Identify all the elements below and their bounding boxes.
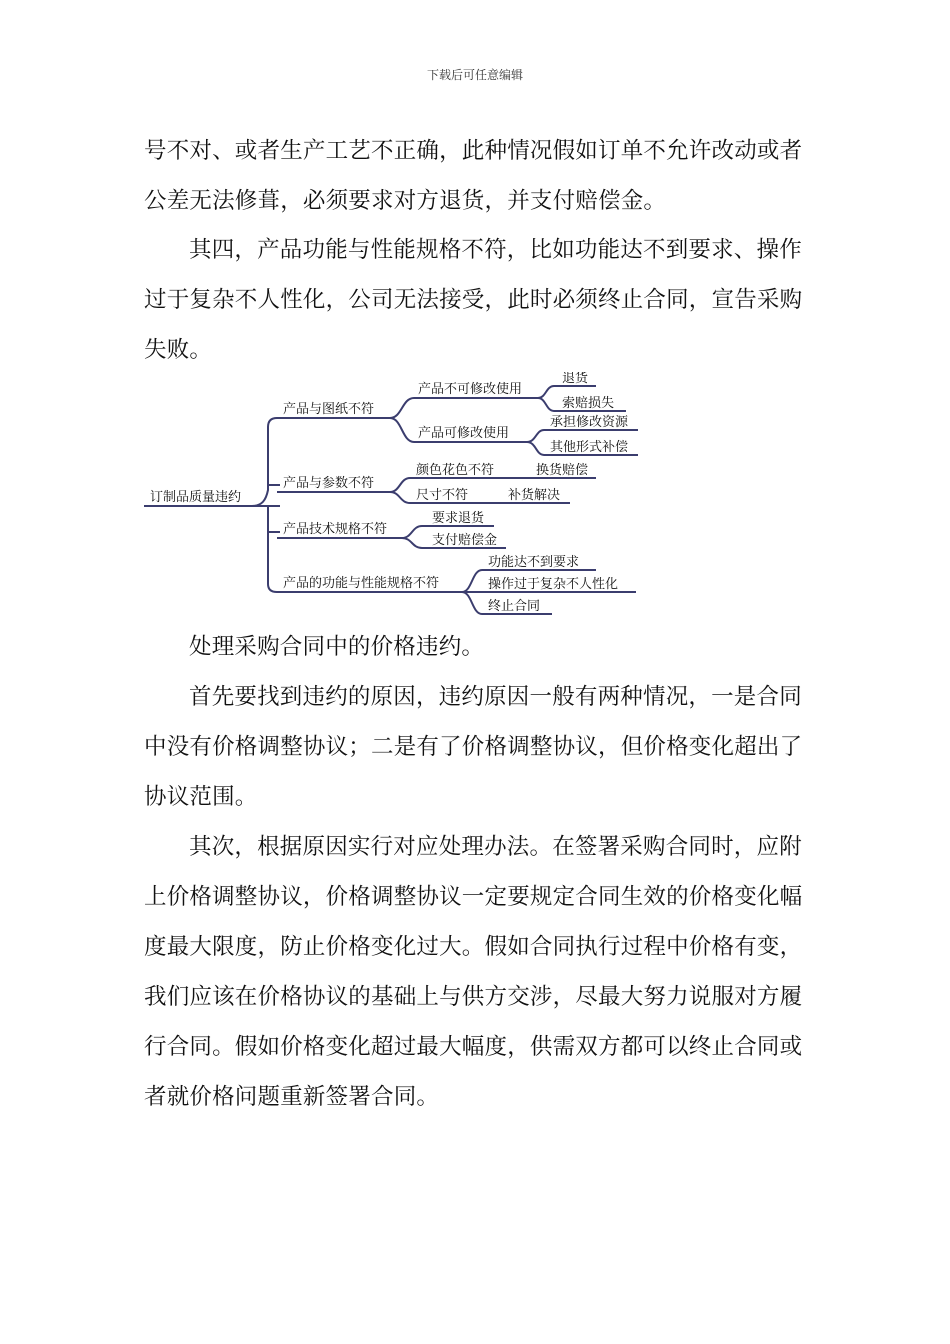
leaf-other-compensation: 其他形式补偿 xyxy=(550,440,629,455)
leaf-pay-compensation: 支付赔偿金 xyxy=(432,533,498,548)
branch-2-sub-1: 颜色花色不符 xyxy=(416,463,495,478)
branch-1-label: 产品与图纸不符 xyxy=(283,402,375,417)
leaf-claim-loss: 索赔损失 xyxy=(562,396,615,411)
leaf-terminate-contract: 终止合同 xyxy=(488,599,541,614)
branch-3-label: 产品技术规格不符 xyxy=(283,522,388,537)
mind-map xyxy=(140,372,660,622)
paragraph-1: 号不对、或者生产工艺不正确，此种情况假如订单不允许改动或者公差无法修葺，必须要求对方退货，并支付赔偿金。 xyxy=(144,138,803,214)
leaf-exchange-compensate: 换货赔偿 xyxy=(536,463,589,478)
paragraph-5: 其次，根据原因实行对应处理办法。在签署采购合同时，应附上价格调整协议，价格调整协议一定要规定合同生效的价格变化幅度最大限度，防止价格变化过大。假如合同执行过程中价格有变，我们应该在价格协议的基础上与供方交涉，尽最大努力说服对方履行合同。假如价格变化超过最大幅度，供需双方都可以终止合同或者就价格问题重新签署合同。 xyxy=(144,834,803,1110)
branch-2-sub-2: 尺寸不符 xyxy=(416,488,469,503)
paragraph-3: 处理采购合同中的价格违约。 xyxy=(189,634,485,660)
branch-1-sub-1: 产品不可修改使用 xyxy=(418,382,523,397)
page-header: 下载后可任意编辑 xyxy=(426,68,523,82)
leaf-replenish: 补货解决 xyxy=(508,488,561,503)
leaf-function-unmet: 功能达不到要求 xyxy=(488,555,580,570)
leaf-operation-complex: 操作过于复杂不人性化 xyxy=(488,577,619,592)
paragraph-2: 其四，产品功能与性能规格不符，比如功能达不到要求、操作过于复杂不人性化，公司无法接受，此时必须终止合同，宣告采购失败。 xyxy=(144,237,803,363)
leaf-bear-modification: 承担修改资源 xyxy=(550,415,629,430)
branch-1-sub-2: 产品可修改使用 xyxy=(418,426,510,441)
leaf-request-return: 要求退货 xyxy=(432,511,485,526)
branch-2-label: 产品与参数不符 xyxy=(283,476,375,491)
mind-map-root: 订制品质量违约 xyxy=(150,490,242,505)
leaf-return-goods: 退货 xyxy=(562,372,589,386)
paragraph-4: 首先要找到违约的原因，违约原因一般有两种情况，一是合同中没有价格调整协议；二是有了价格调整协议，但价格变化超出了协议范围。 xyxy=(144,684,803,810)
branch-4-label: 产品的功能与性能规格不符 xyxy=(283,576,440,591)
